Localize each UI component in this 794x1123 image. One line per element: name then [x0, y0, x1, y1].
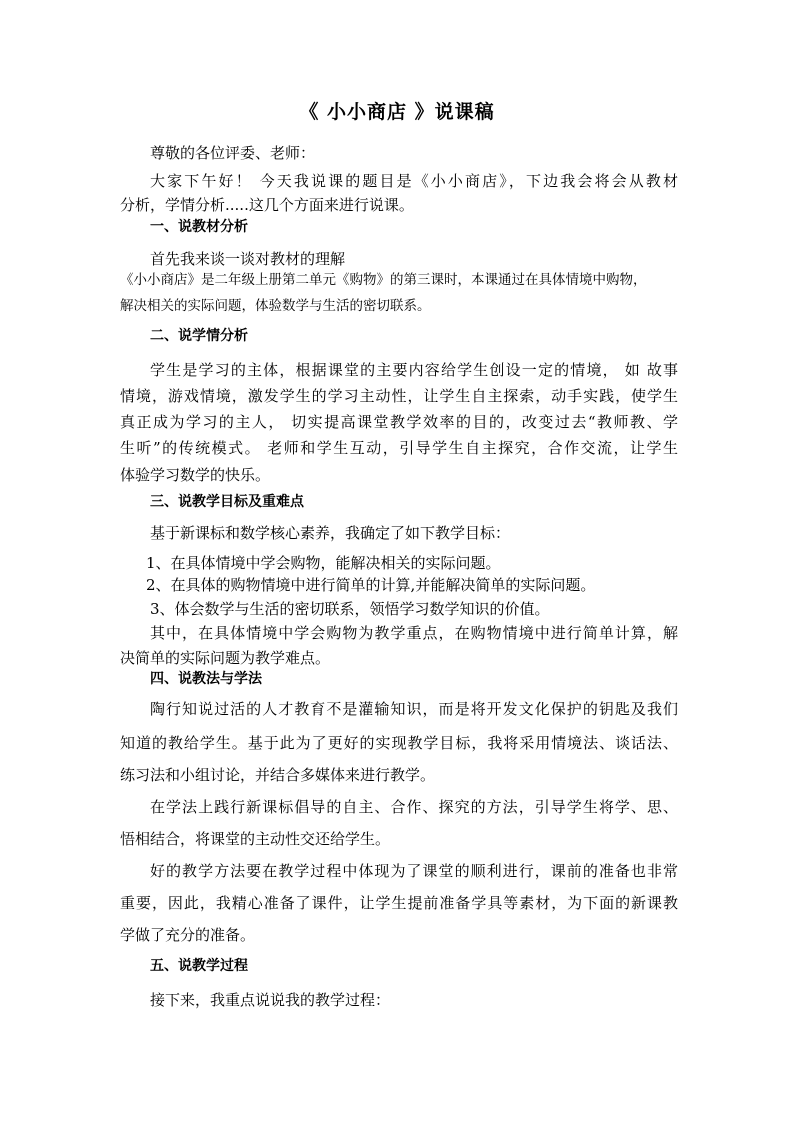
para-4-line-7: 重要，因此，我精心准备了课件，让学生提前准备学具等素材，为下面的新课教 — [120, 894, 678, 912]
section-heading-2: 二、说学情分析 — [150, 328, 248, 344]
intro-line-1: 大家下午好！ 今天我说课的题目是《小小商店》，下边我会将会从教材 — [150, 172, 678, 190]
document-title: 《 小小商店 》说课稿 — [299, 101, 495, 123]
greeting-line: 尊敬的各位评委、老师： — [150, 144, 316, 162]
section-heading-1: 一、说教材分析 — [150, 219, 248, 235]
para-2-line-1: 学生是学习的主体，根据课堂的主要内容给学生创设一定的情境， 如 故事 — [150, 361, 678, 379]
para-2-line-2: 情境，游戏情境，激发学生的学习主动性，让学生自主探索，动手实践，使学生 — [120, 387, 678, 405]
para-5-line-1: 接下来，我重点说说我的教学过程： — [150, 991, 391, 1009]
para-4-line-1: 陶行知说过活的人才教育不是灌输知识，而是将开发文化保护的钥匙及我们 — [150, 700, 678, 718]
para-2-line-4: 生听”的传统模式。 老师和学生互动，引导学生自主探究，合作交流，让学生 — [120, 439, 678, 457]
intro-line-2: 分析，学情分析.....这几个方面来进行说课。 — [120, 196, 414, 214]
para-4-line-4: 在学法上践行新课标倡导的自主、合作、探究的方法，引导学生将学、思、 — [150, 798, 678, 816]
para-4-line-6: 好的教学方法要在教学过程中体现为了课堂的顺利进行，课前的准备也非常 — [150, 862, 678, 880]
section-heading-5: 五、说教学过程 — [150, 958, 248, 974]
goal-item-1: 1、在具体情境中学会购物，能解决相关的实际问题。 — [146, 554, 501, 572]
para-3-line-2: 其中，在具体情境中学会购物为教学重点，在购物情境中进行简单计算，解 — [150, 624, 678, 642]
para-1-line-1: 首先我来谈一谈对教材的理解 — [150, 250, 346, 268]
goal-item-2: 2、在具体的购物情境中进行简单的计算,并能解决简单的实际问题。 — [146, 576, 596, 594]
para-4-line-2: 知道的教给学生。基于此为了更好的实现教学目标，我将采用情境法、谈话法、 — [120, 734, 678, 752]
para-3-line-3: 决简单的实际问题为教学难点。 — [120, 649, 331, 667]
section-heading-4: 四、说教法与学法 — [150, 671, 262, 687]
para-2-line-3: 真正成为学习的主人， 切实提高课堂教学效率的目的，改变过去“教师教、学 — [120, 413, 678, 431]
para-1-line-3: 解决相关的实际问题，体验数学与生活的密切联系。 — [120, 298, 431, 314]
para-4-line-3: 练习法和小组讨论，并结合多媒体来进行教学。 — [120, 766, 436, 784]
goal-item-3: 3、体会数学与生活的密切联系，领悟学习数学知识的价值。 — [150, 600, 550, 618]
para-2-line-5: 体验学习数学的快乐。 — [120, 466, 271, 484]
para-1-line-2: 《小小商店》是二年级上册第二单元《购物》的第三课时，本课通过在具体情境中购物， — [120, 272, 647, 288]
para-3-line-1: 基于新课标和数学核心素养，我确定了如下教学目标： — [150, 524, 511, 542]
para-4-line-5: 悟相结合，将课堂的主动性交还给学生。 — [120, 830, 391, 848]
para-4-line-8: 学做了充分的准备。 — [120, 926, 256, 944]
section-heading-3: 三、说教学目标及重难点 — [150, 494, 304, 510]
